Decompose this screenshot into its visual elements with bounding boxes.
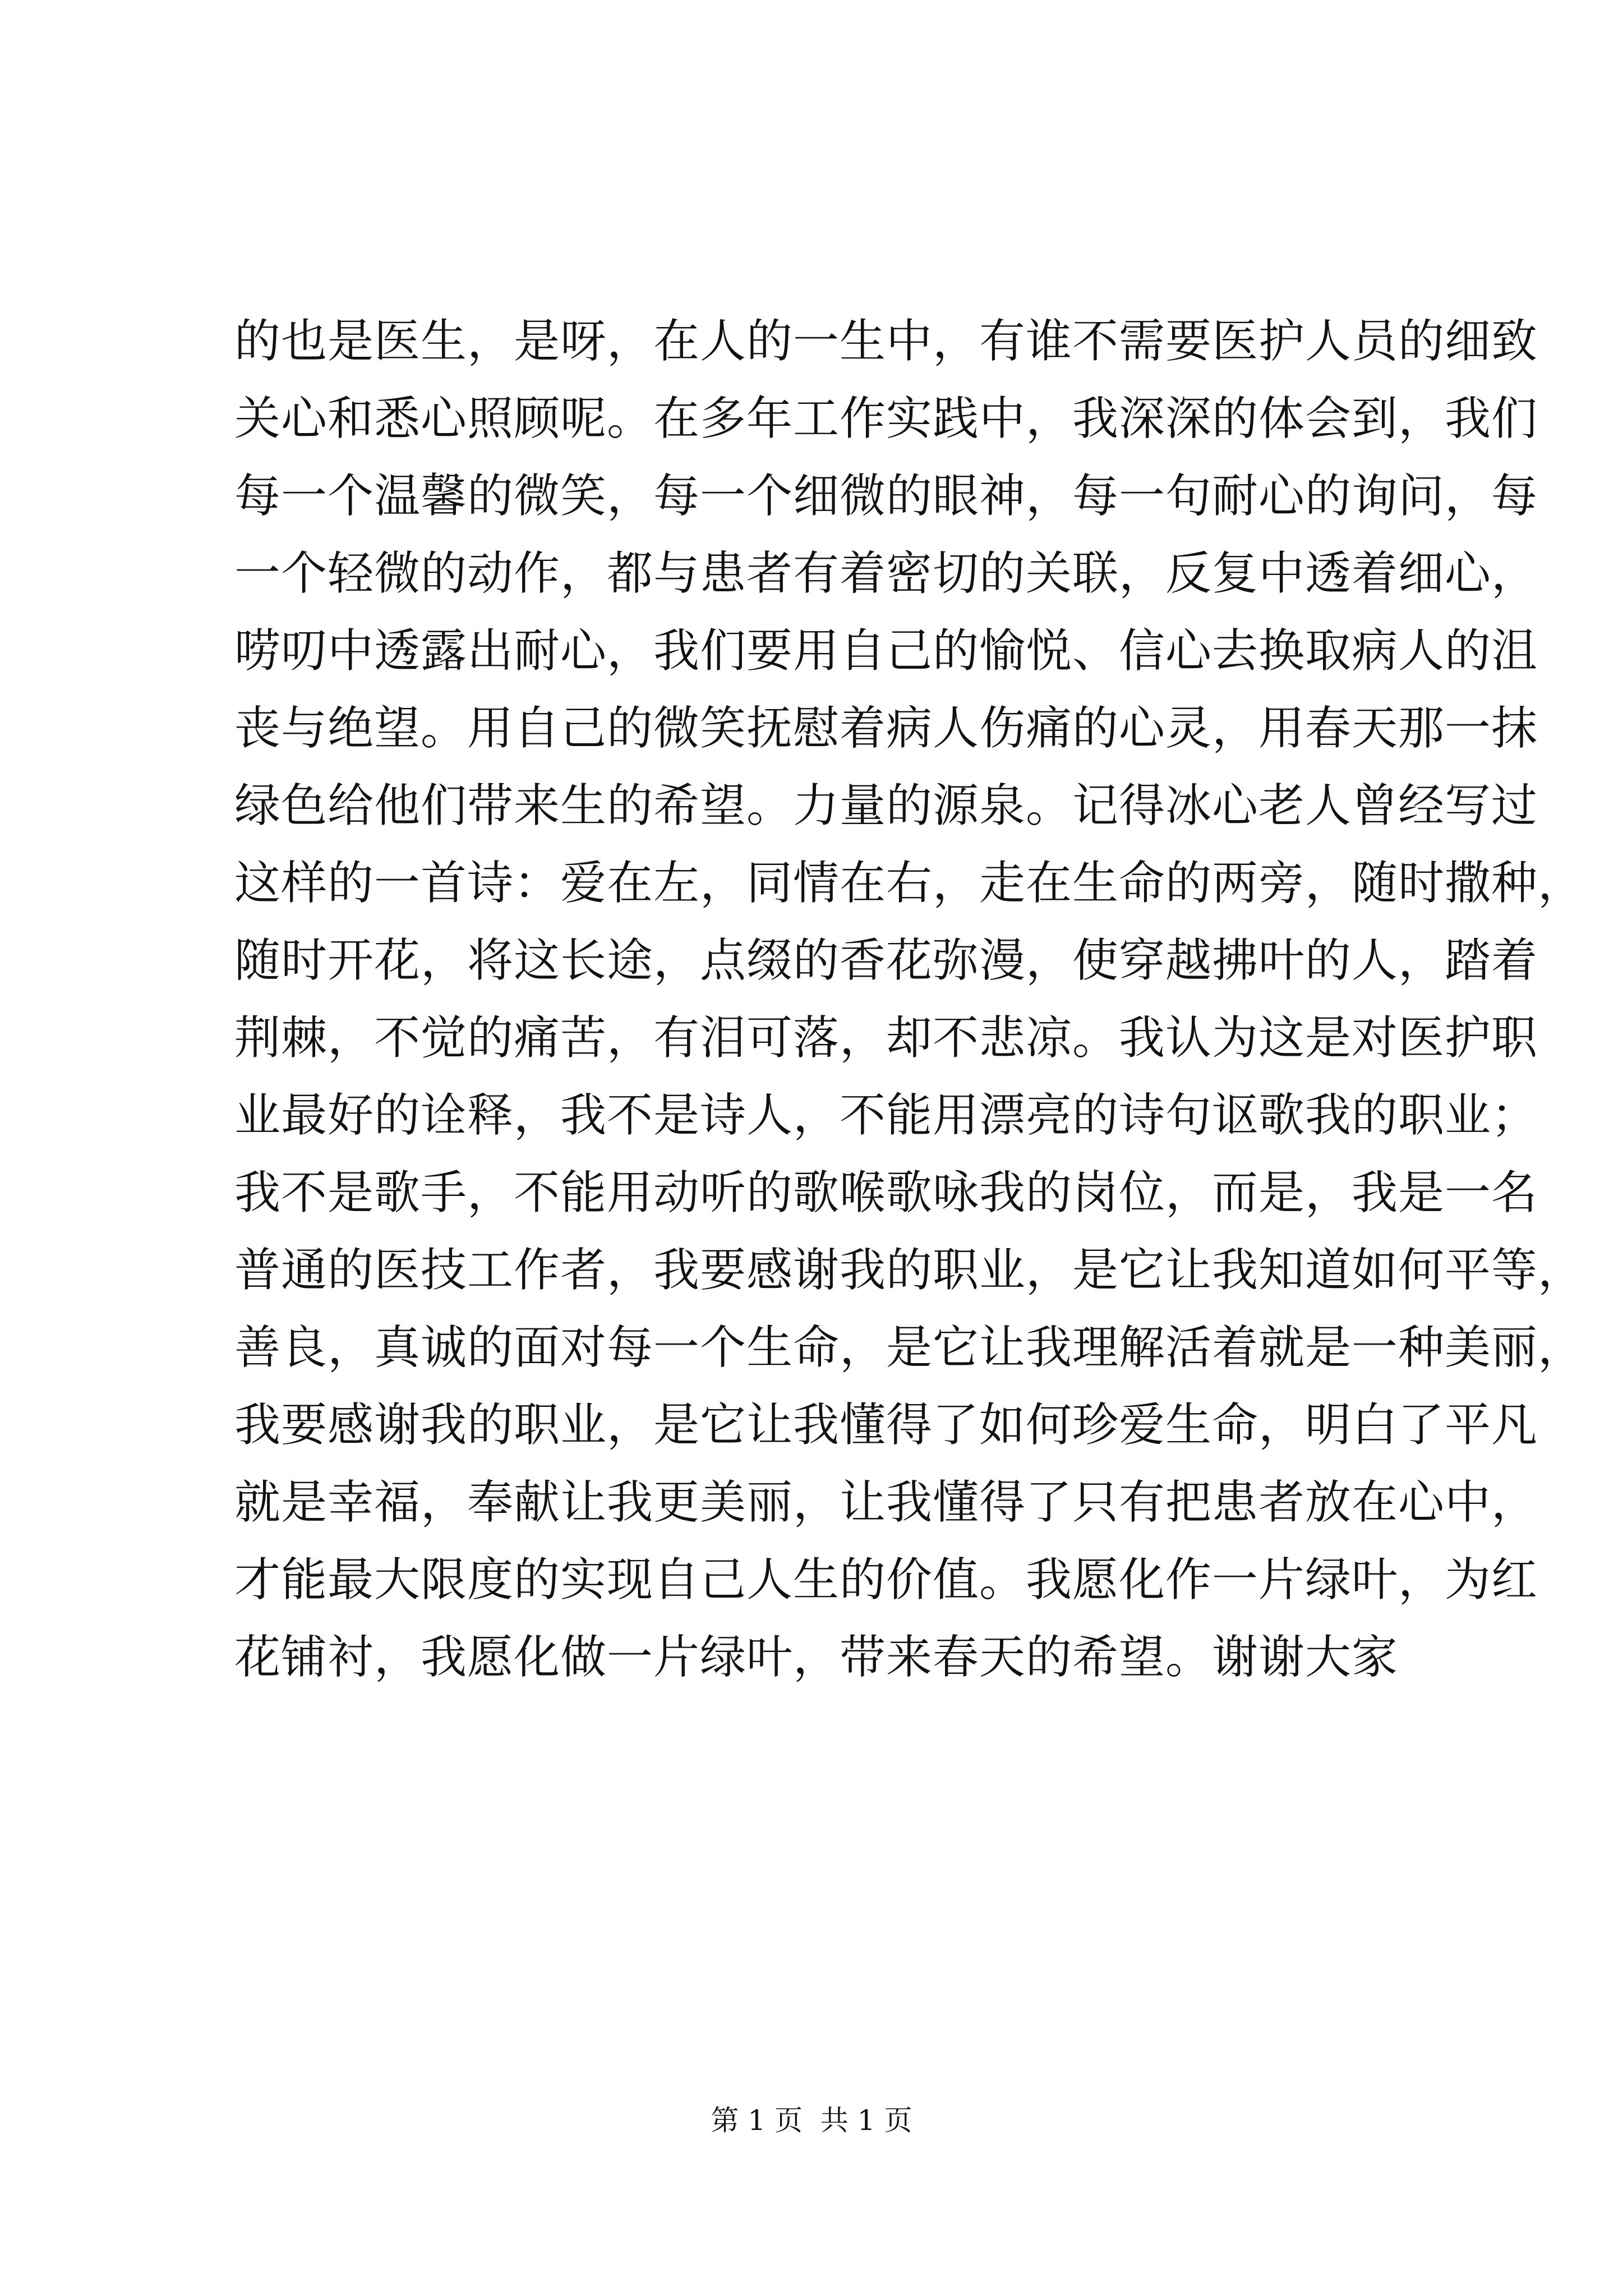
text-line: 业最好的诠释，我不是诗人，不能用漂亮的诗句讴歌我的职业； — [234, 1089, 1538, 1142]
page-number-footer: 第 1 页 共 1 页 — [711, 2104, 912, 2137]
text-line: 普通的医技工作者，我要感谢我的职业，是它让我知道如何平等， — [234, 1244, 1585, 1297]
text-line: 才能最大限度的实现自己人生的价值。我愿化作一片绿叶，为红 — [234, 1553, 1538, 1607]
text-line: 这样的一首诗：爱在左，同情在右，走在生命的两旁，随时撒种， — [234, 857, 1585, 910]
text-line: 就是幸福，奉献让我更美丽，让我懂得了只有把患者放在心中， — [234, 1476, 1538, 1529]
text-line: 花铺衬，我愿化做一片绿叶，带来春天的希望。谢谢大家 — [234, 1631, 1399, 1684]
text-line: 绿色给他们带来生的希望。力量的源泉。记得冰心老人曾经写过 — [234, 779, 1538, 832]
text-line: 我要感谢我的职业，是它让我懂得了如何珍爱生命，明白了平凡 — [234, 1398, 1538, 1452]
text-line: 的也是医生，是呀，在人的一生中，有谁不需要医护人员的细致 — [234, 315, 1538, 368]
text-line: 荆棘，不觉的痛苦，有泪可落，却不悲凉。我认为这是对医护职 — [234, 1011, 1538, 1065]
text-line: 关心和悉心照顾呢。在多年工作实践中，我深深的体会到，我们 — [234, 392, 1538, 445]
text-line: 唠叨中透露出耐心，我们要用自己的愉悦、信心去换取病人的沮 — [234, 624, 1538, 678]
text-line: 随时开花，将这长途，点缀的香花弥漫，使穿越拂叶的人，踏着 — [234, 934, 1538, 987]
text-line: 每一个温馨的微笑，每一个细微的眼神，每一句耐心的询问，每 — [234, 470, 1538, 523]
text-line: 善良，真诚的面对每一个生命，是它让我理解活着就是一种美丽， — [234, 1321, 1585, 1374]
body-text — [234, 303, 1585, 1696]
text-line: 丧与绝望。用自己的微笑抚慰着病人伤痛的心灵，用春天那一抹 — [234, 702, 1538, 755]
text-line: 一个轻微的动作，都与患者有着密切的关联，反复中透着细心， — [234, 547, 1538, 600]
text-line: 我不是歌手，不能用动听的歌喉歌咏我的岗位，而是，我是一名 — [234, 1166, 1538, 1220]
